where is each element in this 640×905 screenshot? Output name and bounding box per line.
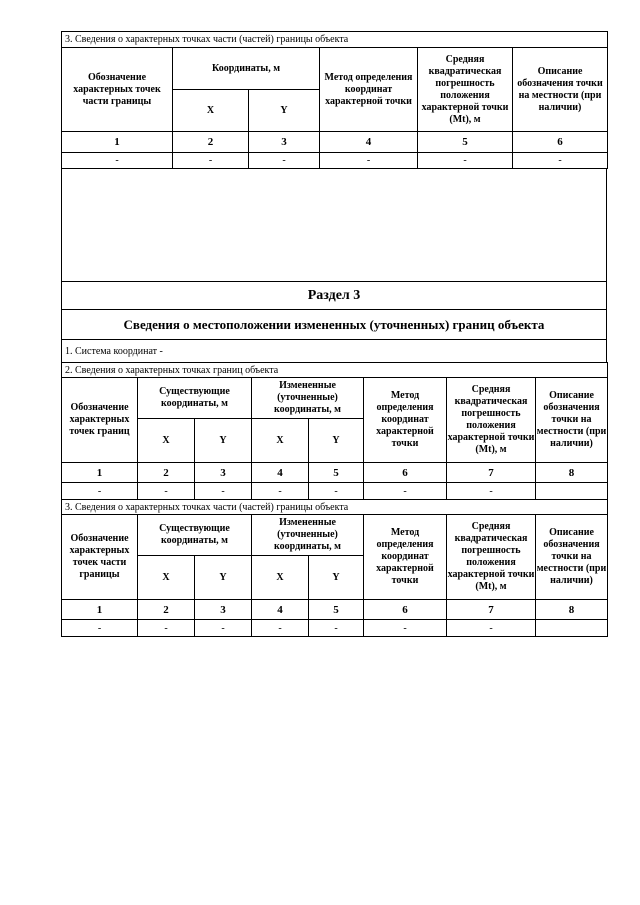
table2-col-error: Средняя квадратическая погрешность положения характерной точки (Mt), м — [447, 378, 536, 463]
table3-num-5: 5 — [309, 600, 364, 620]
table1-cell-1: - — [62, 153, 173, 169]
table3-col-changed-x: X — [252, 556, 309, 600]
table1-cell-2: - — [173, 153, 249, 169]
table2-num-8: 8 — [536, 463, 608, 483]
table1-num-1: 1 — [62, 132, 173, 153]
table1-col-coords: Координаты, м — [173, 48, 320, 90]
table3-cell-3: - — [195, 620, 252, 637]
table3-col-changed: Измененные (уточненные) координаты, м — [252, 515, 364, 556]
table2-col-changed-x: X — [252, 419, 309, 463]
table1-caption: 3. Сведения о характерных точках части (частей) границы объекта — [62, 32, 608, 48]
table3-caption: 3. Сведения о характерных точках части (частей) границы объекта — [62, 500, 608, 515]
table1-col-point: Обозначение характерных точек части границы — [62, 48, 173, 132]
table1-num-4: 4 — [320, 132, 418, 153]
table2-num-6: 6 — [364, 463, 447, 483]
table1-cell-4: - — [320, 153, 418, 169]
table2-num-1: 1 — [62, 463, 138, 483]
table2-caption: 2. Сведения о характерных точках границ объекта — [62, 363, 608, 378]
table3-number-row — [62, 600, 608, 620]
table1-cell-3: - — [249, 153, 320, 169]
table2-cell-7: - — [447, 483, 536, 500]
table3-cell-6: - — [364, 620, 447, 637]
table3-col-changed-y: Y — [309, 556, 364, 600]
table2-col-desc: Описание обозначения точки на местности (при наличии) — [536, 378, 608, 463]
table1-col-x: X — [173, 90, 249, 132]
table-part-boundary-points — [61, 31, 608, 169]
table3-col-existing-y: Y — [195, 556, 252, 600]
table-row — [62, 620, 608, 637]
table2-number-row — [62, 463, 608, 483]
table2-col-existing: Существующие координаты, м — [138, 378, 252, 419]
table2-cell-1: - — [62, 483, 138, 500]
table2-num-2: 2 — [138, 463, 195, 483]
table1-num-5: 5 — [418, 132, 513, 153]
table1-num-6: 6 — [513, 132, 608, 153]
table2-num-4: 4 — [252, 463, 309, 483]
coordinate-system-line: 1. Система координат - — [62, 340, 607, 363]
table2-col-changed-y: Y — [309, 419, 364, 463]
table3-num-3: 3 — [195, 600, 252, 620]
table2-num-3: 3 — [195, 463, 252, 483]
table1-num-3: 3 — [249, 132, 320, 153]
table2-col-point: Обозначение характерных точек границ — [62, 378, 138, 463]
table-boundary-points — [61, 362, 608, 500]
table1-cell-5: - — [418, 153, 513, 169]
table3-num-4: 4 — [252, 600, 309, 620]
table2-col-changed: Измененные (уточненные) координаты, м — [252, 378, 364, 419]
table3-num-8: 8 — [536, 600, 608, 620]
section3-title: Раздел 3 — [62, 282, 607, 310]
table2-cell-6: - — [364, 483, 447, 500]
table2-col-existing-y: Y — [195, 419, 252, 463]
table3-num-2: 2 — [138, 600, 195, 620]
table3-num-1: 1 — [62, 600, 138, 620]
table3-col-existing-x: X — [138, 556, 195, 600]
table2-cell-3: - — [195, 483, 252, 500]
table3-num-6: 6 — [364, 600, 447, 620]
table-part-boundary-points-changed — [61, 499, 608, 637]
table1-num-2: 2 — [173, 132, 249, 153]
table3-num-7: 7 — [447, 600, 536, 620]
table1-cell-6: - — [513, 153, 608, 169]
section3-block — [61, 168, 607, 363]
table3-col-existing: Существующие координаты, м — [138, 515, 252, 556]
table-row — [62, 483, 608, 500]
table3-cell-2: - — [138, 620, 195, 637]
table1-col-y: Y — [249, 90, 320, 132]
table2-cell-2: - — [138, 483, 195, 500]
table3-col-method: Метод определения координат характерной точки — [364, 515, 447, 600]
table3-cell-5: - — [309, 620, 364, 637]
table2-num-5: 5 — [309, 463, 364, 483]
blank-area — [62, 169, 607, 282]
table3-cell-4: - — [252, 620, 309, 637]
table2-cell-4: - — [252, 483, 309, 500]
table1-col-method: Метод определения координат характерной точки — [320, 48, 418, 132]
table2-col-method: Метод определения координат характерной точки — [364, 378, 447, 463]
table-row — [62, 153, 608, 169]
table1-col-desc: Описание обозначения точки на местности (при наличии) — [513, 48, 608, 132]
table2-cell-8 — [536, 483, 608, 500]
table1-col-error: Средняя квадратическая погрешность положения характерной точки (Mt), м — [418, 48, 513, 132]
table2-num-7: 7 — [447, 463, 536, 483]
section3-subtitle: Сведения о местоположении измененных (уточненных) границ объекта — [62, 310, 607, 340]
table1-number-row — [62, 132, 608, 153]
table3-col-desc: Описание обозначения точки на местности (при наличии) — [536, 515, 608, 600]
table2-cell-5: - — [309, 483, 364, 500]
table2-col-existing-x: X — [138, 419, 195, 463]
table3-cell-8 — [536, 620, 608, 637]
table3-cell-1: - — [62, 620, 138, 637]
table3-col-error: Средняя квадратическая погрешность положения характерной точки (Mt), м — [447, 515, 536, 600]
table3-col-point: Обозначение характерных точек части границы — [62, 515, 138, 600]
table3-cell-7: - — [447, 620, 536, 637]
document-page — [61, 31, 607, 637]
